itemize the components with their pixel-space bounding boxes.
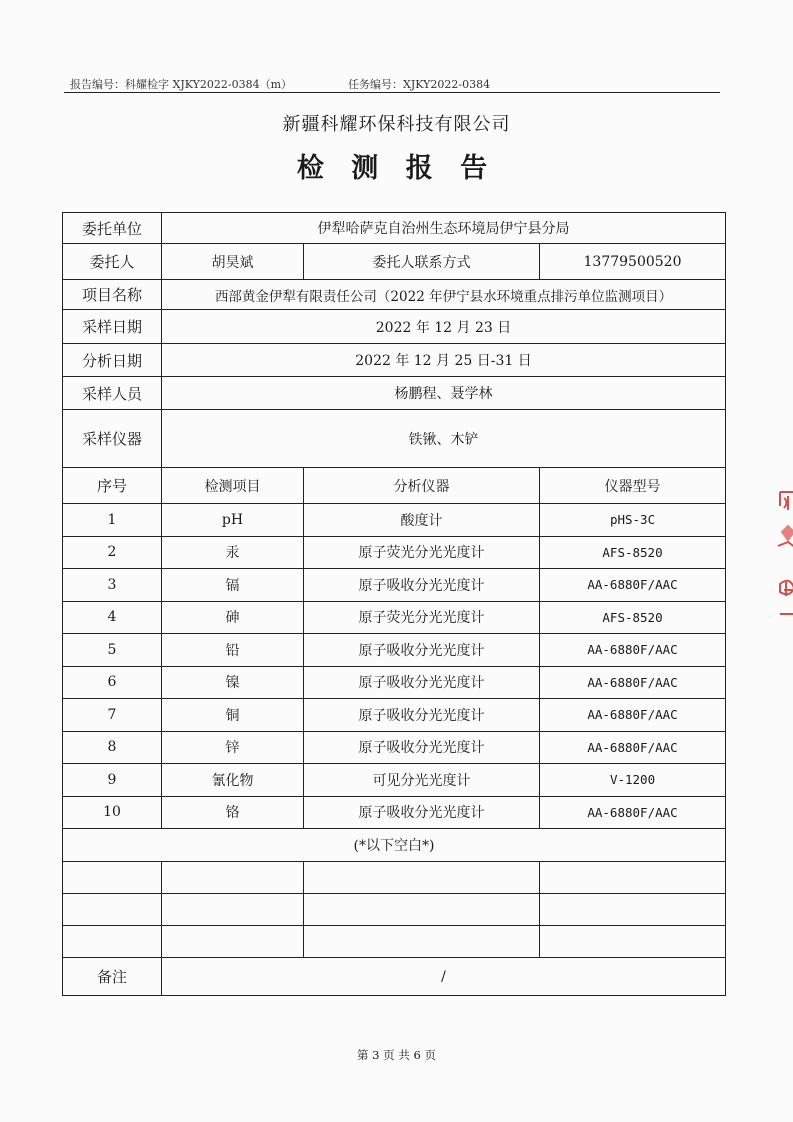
col-header-index: 序号 [63, 468, 162, 504]
cell-instrument: 原子荧光分光光度计 [304, 536, 540, 569]
cell-index: 5 [63, 634, 162, 667]
cell-instrument: 原子吸收分光光度计 [304, 634, 540, 667]
client-label: 委托单位 [63, 213, 162, 244]
empty-row [63, 862, 726, 894]
empty-cell [304, 926, 540, 958]
table-row [63, 796, 726, 829]
empty-cell [63, 862, 162, 894]
project-row [63, 280, 726, 310]
cell-item: 砷 [162, 601, 304, 634]
table-row [63, 699, 726, 732]
cell-instrument: 原子吸收分光光度计 [304, 699, 540, 732]
header-divider [64, 92, 720, 93]
cell-index: 8 [63, 731, 162, 764]
empty-cell [162, 894, 304, 926]
table-row [63, 504, 726, 537]
remarks-value: / [162, 958, 726, 996]
cell-model: pHS-3C [540, 504, 726, 537]
empty-cell [540, 926, 726, 958]
cell-item: 锌 [162, 731, 304, 764]
cell-model: AA-6880F/AAC [540, 634, 726, 667]
project-value: 西部黄金伊犁有限责任公司（2022 年伊宁县水环境重点排污单位监测项目） [162, 280, 726, 310]
cell-item: 汞 [162, 536, 304, 569]
cell-instrument: 原子吸收分光光度计 [304, 796, 540, 829]
cell-item: 氰化物 [162, 764, 304, 797]
sampler-value: 杨鹏程、聂学林 [162, 377, 726, 410]
table-row [63, 569, 726, 602]
empty-cell [540, 894, 726, 926]
empty-cell [63, 926, 162, 958]
cell-model: AFS-8520 [540, 536, 726, 569]
cell-model: V-1200 [540, 764, 726, 797]
empty-cell [304, 894, 540, 926]
contact-value: 胡昊斌 [162, 244, 304, 280]
empty-cell [540, 862, 726, 894]
sampling-tools-value: 铁锹、木铲 [162, 410, 726, 468]
table-row [63, 601, 726, 634]
page-title: 检 测 报 告 [296, 153, 497, 184]
sampling-tools-label: 采样仪器 [63, 410, 162, 468]
cell-instrument: 原子吸收分光光度计 [304, 731, 540, 764]
cell-index: 10 [63, 796, 162, 829]
analysis-date-row [63, 344, 726, 377]
table-header-row [63, 468, 726, 504]
cell-item: 镍 [162, 666, 304, 699]
cell-item: 铬 [162, 796, 304, 829]
project-label: 项目名称 [63, 280, 162, 310]
cell-instrument: 酸度计 [304, 504, 540, 537]
blank-note: (*以下空白*) [63, 829, 726, 862]
cell-model: AA-6880F/AAC [540, 666, 726, 699]
cell-index: 2 [63, 536, 162, 569]
col-header-model: 仪器型号 [540, 468, 726, 504]
empty-cell [162, 862, 304, 894]
cell-model: AA-6880F/AAC [540, 569, 726, 602]
report-number: 报告编号：科耀检字 XJKY2022-0384（m） [70, 78, 293, 91]
blank-note-row [63, 829, 726, 862]
col-header-item: 检测项目 [162, 468, 304, 504]
sample-date-row [63, 310, 726, 344]
cell-index: 6 [63, 666, 162, 699]
table-row [63, 536, 726, 569]
contact-row [63, 244, 726, 280]
task-number: 任务编号：XJKY2022-0384 [348, 78, 491, 91]
red-seal-stamp [766, 488, 793, 628]
empty-cell [63, 894, 162, 926]
sampler-label: 采样人员 [63, 377, 162, 410]
cell-instrument: 原子荧光分光光度计 [304, 601, 540, 634]
cell-model: AA-6880F/AAC [540, 796, 726, 829]
table-row [63, 634, 726, 667]
report-header [70, 76, 720, 92]
cell-instrument: 原子吸收分光光度计 [304, 666, 540, 699]
empty-cell [304, 862, 540, 894]
table-row [63, 764, 726, 797]
cell-index: 9 [63, 764, 162, 797]
cell-index: 4 [63, 601, 162, 634]
col-header-instrument: 分析仪器 [304, 468, 540, 504]
cell-instrument: 可见分光光度计 [304, 764, 540, 797]
remarks-row [63, 958, 726, 996]
report-table [62, 212, 726, 996]
cell-item: pH [162, 504, 304, 537]
cell-index: 1 [63, 504, 162, 537]
cell-index: 7 [63, 699, 162, 732]
contact-label: 委托人 [63, 244, 162, 280]
table-row [63, 666, 726, 699]
empty-row [63, 894, 726, 926]
client-row [63, 213, 726, 244]
sampler-row [63, 377, 726, 410]
analysis-date-value: 2022 年 12 月 25 日-31 日 [162, 344, 726, 377]
table-row [63, 731, 726, 764]
client-value: 伊犁哈萨克自治州生态环境局伊宁县分局 [162, 213, 726, 244]
sampling-tools-row [63, 410, 726, 468]
empty-row [63, 926, 726, 958]
empty-cell [162, 926, 304, 958]
analysis-date-label: 分析日期 [63, 344, 162, 377]
cell-model: AA-6880F/AAC [540, 699, 726, 732]
phone-value: 13779500520 [540, 244, 726, 280]
sample-date-label: 采样日期 [63, 310, 162, 344]
cell-model: AA-6880F/AAC [540, 731, 726, 764]
remarks-label: 备注 [63, 958, 162, 996]
page-footer: 第 3 页 共 6 页 [357, 1048, 436, 1062]
cell-item: 铅 [162, 634, 304, 667]
phone-label: 委托人联系方式 [304, 244, 540, 280]
sample-date-value: 2022 年 12 月 23 日 [162, 310, 726, 344]
cell-index: 3 [63, 569, 162, 602]
cell-instrument: 原子吸收分光光度计 [304, 569, 540, 602]
company-name: 新疆科耀环保科技有限公司 [282, 114, 511, 135]
cell-item: 铜 [162, 699, 304, 732]
cell-model: AFS-8520 [540, 601, 726, 634]
cell-item: 镉 [162, 569, 304, 602]
